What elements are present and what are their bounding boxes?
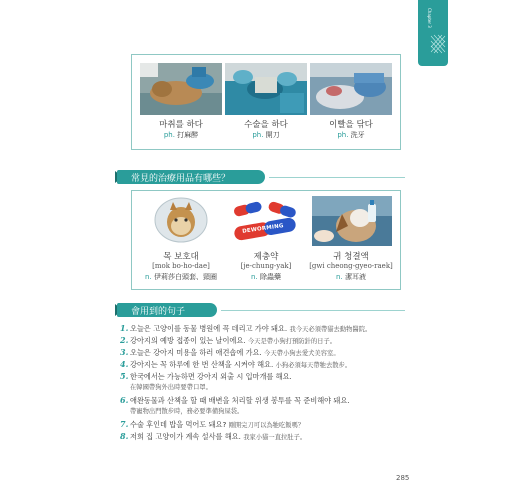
- sentence-number: 1.: [120, 323, 129, 333]
- supply-chinese: [132, 272, 230, 282]
- supply-chinese-text: 伊莉莎白頭套、頸圈: [153, 273, 217, 281]
- sentence-chinese: 小狗必須每天帶牠去散步。: [275, 362, 352, 369]
- procedure-chinese-text: 開刀: [265, 131, 280, 139]
- sentence-korean: 저희 집 고양이가 계속 설사를 해요.: [130, 432, 241, 441]
- sentence-chinese: 我今天必須帶貓去動物醫院。: [289, 326, 372, 333]
- procedure-chinese-text: 洗牙: [350, 131, 365, 139]
- sentence-line: [130, 359, 351, 371]
- procedure-korean: 이빨을 닦다: [329, 120, 373, 130]
- sentence-chinese: 剛開完刀可以為牠吃飯嗎？: [228, 422, 305, 429]
- sentence-line: [130, 395, 350, 406]
- section-title: 常見的治療用品有哪些？: [131, 174, 231, 184]
- procedure-chinese-text: 打麻醉: [177, 131, 199, 139]
- sentence-korean: 수술 후인데 밥을 먹어도 돼요?: [130, 420, 227, 429]
- supply-korean: 목 보호대: [163, 252, 199, 262]
- surgery-photo: [225, 63, 307, 115]
- anesthesia-photo: [140, 63, 222, 115]
- chapter-side-tab: [418, 0, 448, 66]
- cone-collar-photo: [148, 196, 214, 246]
- procedure-korean: 마취를 하다: [159, 120, 203, 130]
- supply-korean: 귀 청결액: [333, 252, 369, 262]
- section-title-pill: [117, 303, 217, 317]
- supply-chinese-text: 除蟲藥: [259, 273, 281, 281]
- part-of-speech: n.: [145, 273, 152, 281]
- deworming-label: DEWORMING: [241, 223, 285, 235]
- sentence-chinese: 今天是帶小狗打預防針的日子。: [247, 338, 337, 345]
- part-of-speech: ph.: [337, 131, 349, 139]
- supply-chinese: [309, 272, 393, 282]
- sentence-line: [130, 371, 292, 382]
- sentence-chinese: 在韓國帶狗外出時要帶口罩。: [130, 384, 212, 391]
- divider: [269, 177, 405, 178]
- sentence-number: 3.: [120, 347, 129, 357]
- ear-cleaner-photo: [312, 196, 392, 246]
- sentence-number: 7.: [120, 419, 129, 429]
- part-of-speech: n.: [251, 273, 258, 281]
- procedure-korean: 수술을 하다: [244, 120, 288, 130]
- sentence-chinese: 帶寵物出門散步時，務必要準備狗屎袋。: [130, 408, 244, 415]
- section-title: 會用到的句子: [131, 307, 186, 317]
- sentence-number: 4.: [120, 359, 129, 369]
- supply-romanization: [je-chung-yak]: [240, 262, 292, 270]
- part-of-speech: ph.: [163, 131, 175, 139]
- procedure-chinese: [309, 130, 393, 140]
- sentence-korean: 강아지는 꼭 하루에 한 번 산책을 시켜야 해요.: [130, 360, 274, 369]
- sentence-number: 2.: [120, 335, 129, 345]
- supply-romanization: [mok bo-ho-dae]: [152, 262, 210, 270]
- divider: [221, 310, 405, 311]
- sentence-korean: 애완동물과 산책을 할 때 배변을 처리할 위생 봉투를 꼭 준비해야 돼요.: [130, 396, 350, 405]
- sentence-line: [130, 431, 306, 443]
- chapter-tab-label: Chapter 3: [427, 8, 432, 28]
- sentence-korean: 강아지의 예방 접종이 있는 날이에요.: [130, 336, 246, 345]
- part-of-speech: n.: [336, 273, 343, 281]
- supply-korean: 제충약: [253, 252, 279, 262]
- sentence-line: [130, 323, 371, 335]
- teeth-cleaning-photo: [310, 63, 392, 115]
- sentence-line: [130, 335, 336, 347]
- supply-chinese: [224, 272, 308, 282]
- sentence-korean: 오늘은 강아지 미용을 하러 애견숍에 가요.: [130, 348, 262, 357]
- sentence-number: 5.: [120, 371, 129, 381]
- procedure-chinese: [139, 130, 223, 140]
- sentence-korean: 한국에서는 가능하면 강아지 외출 시 입마개를 해요.: [130, 372, 292, 381]
- sentence-number: 8.: [120, 431, 129, 441]
- sentence-chinese: 我家小貓一直拉肚子。: [243, 434, 307, 441]
- supplies-section-header: [117, 170, 407, 184]
- sentence-line: [130, 347, 340, 359]
- page-number: 285: [396, 474, 410, 482]
- sentence-korean: 오늘은 고양이를 동물 병원에 꼭 데리고 가야 돼요.: [130, 324, 288, 333]
- procedure-chinese: [224, 130, 308, 140]
- sentence-line: [130, 419, 304, 431]
- supply-romanization: [gwi cheong-gyeo-raek]: [309, 262, 393, 270]
- supply-chinese-text: 潔耳液: [344, 273, 366, 281]
- sentence-chinese: 今天帶小狗去愛犬美容室。: [264, 350, 340, 357]
- deworming-pills-photo: [228, 196, 302, 246]
- sentence-number: 6.: [120, 395, 129, 405]
- part-of-speech: ph.: [252, 131, 264, 139]
- paw-pattern-icon: [430, 34, 446, 54]
- sentences-section-header: [117, 303, 407, 317]
- section-title-pill: [117, 170, 265, 184]
